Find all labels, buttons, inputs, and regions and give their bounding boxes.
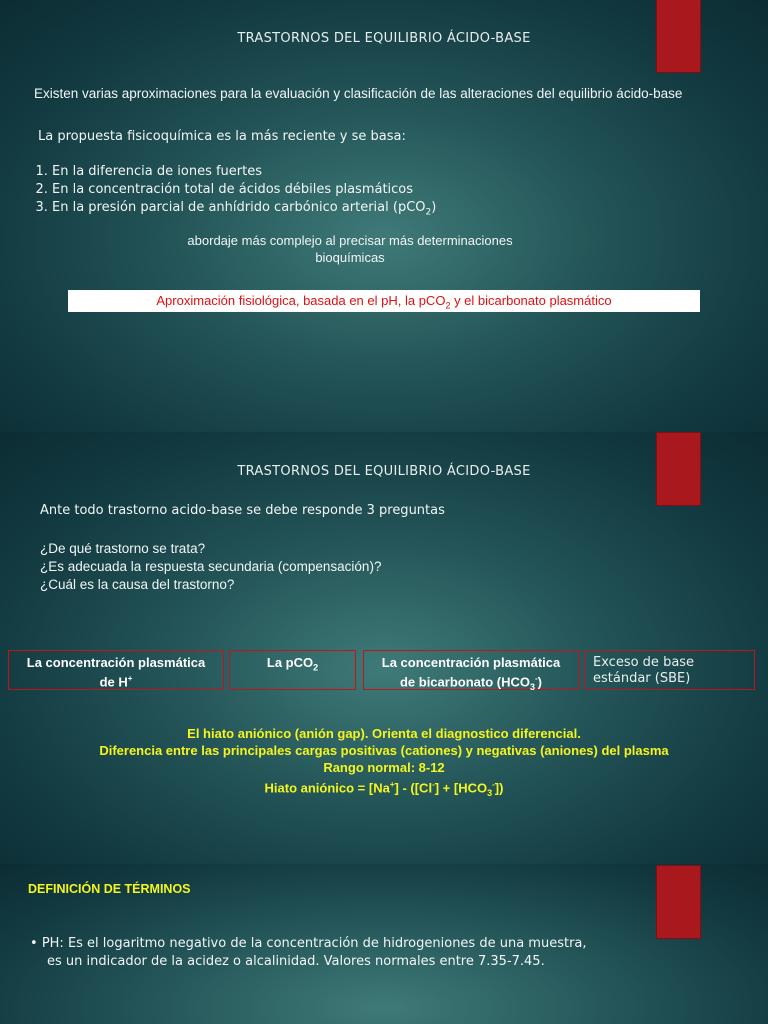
section-heading: DEFINICIÓN DE TÉRMINOS bbox=[28, 882, 191, 896]
lead-text: Ante todo trastorno acido-base se debe responde 3 preguntas bbox=[40, 503, 445, 518]
list-item: 2. En la concentración total de ácidos débiles plasmáticos bbox=[52, 181, 436, 199]
highlight-box: Aproximación fisiológica, basada en el pH, la pCO$_2$ y el bicarbonato plasmático bbox=[68, 290, 700, 312]
criteria-list bbox=[34, 163, 436, 222]
list-item: ¿Cuál es la causa del trastorno? bbox=[40, 577, 235, 592]
anion-gap-text: El hiato aniónico (anión gap). Orienta el diagnostico diferencial. Diferencia entre las principales cargas positivas (cationes) y negativas (aniones) del plasma Rango normal: 8-12 Hiato aniónico = $[Na^+] - ([Cl^-] + [HCO_3^-])$ bbox=[0, 725, 768, 802]
slide-3 bbox=[0, 864, 768, 1024]
list-item: 3. En la presión parcial de anhídrido carbónico arterial (pCO$_2$) bbox=[52, 199, 436, 222]
slide-2 bbox=[0, 432, 768, 864]
questions-list bbox=[40, 540, 381, 594]
parameter-box-hco3: La concentración plasmática de bicarbonato $(HCO_3^-)$ bbox=[363, 650, 579, 690]
red-accent-bar bbox=[657, 866, 700, 938]
slide-title: TRASTORNOS DEL EQUILIBRIO ÁCIDO-BASE bbox=[237, 31, 531, 46]
list-item: ¿De qué trastorno se trata? bbox=[40, 541, 206, 556]
intro-text: Existen varias aproximaciones para la evaluación y clasificación de las alteraciones del equilibrio ácido-base bbox=[34, 86, 683, 101]
anion-gap-formula: Hiato aniónico = $[Na^+] - ([Cl^-] + [HCO_3^-])$ bbox=[264, 780, 504, 798]
note-text: abordaje más complejo al precisar más determinaciones bioquímicas bbox=[187, 233, 513, 265]
list-item: 1. En la diferencia de iones fuertes bbox=[52, 163, 436, 181]
parameter-box-pco2: La pCO$_2$ bbox=[229, 650, 356, 690]
slide-title: TRASTORNOS DEL EQUILIBRIO ÁCIDO-BASE bbox=[237, 464, 531, 479]
lead-text: La propuesta fisicoquímica es la más reciente y se basa: bbox=[38, 129, 406, 144]
parameter-box-sbe: Exceso de base estándar (SBE) bbox=[585, 650, 755, 690]
parameter-box-h: La concentración plasmática de H+ bbox=[8, 650, 224, 690]
list-item: ¿Es adecuada la respuesta secundaria (compensación)? bbox=[40, 559, 382, 574]
bullet: • bbox=[30, 936, 38, 951]
slide-1 bbox=[0, 0, 768, 432]
definition-ph: • PH: Es el logaritmo negativo de la concentración de hidrogeniones de una muestra, es un indicador de la acidez o alcalinidad. Valores normales entre 7.35-7.45. bbox=[30, 936, 587, 969]
